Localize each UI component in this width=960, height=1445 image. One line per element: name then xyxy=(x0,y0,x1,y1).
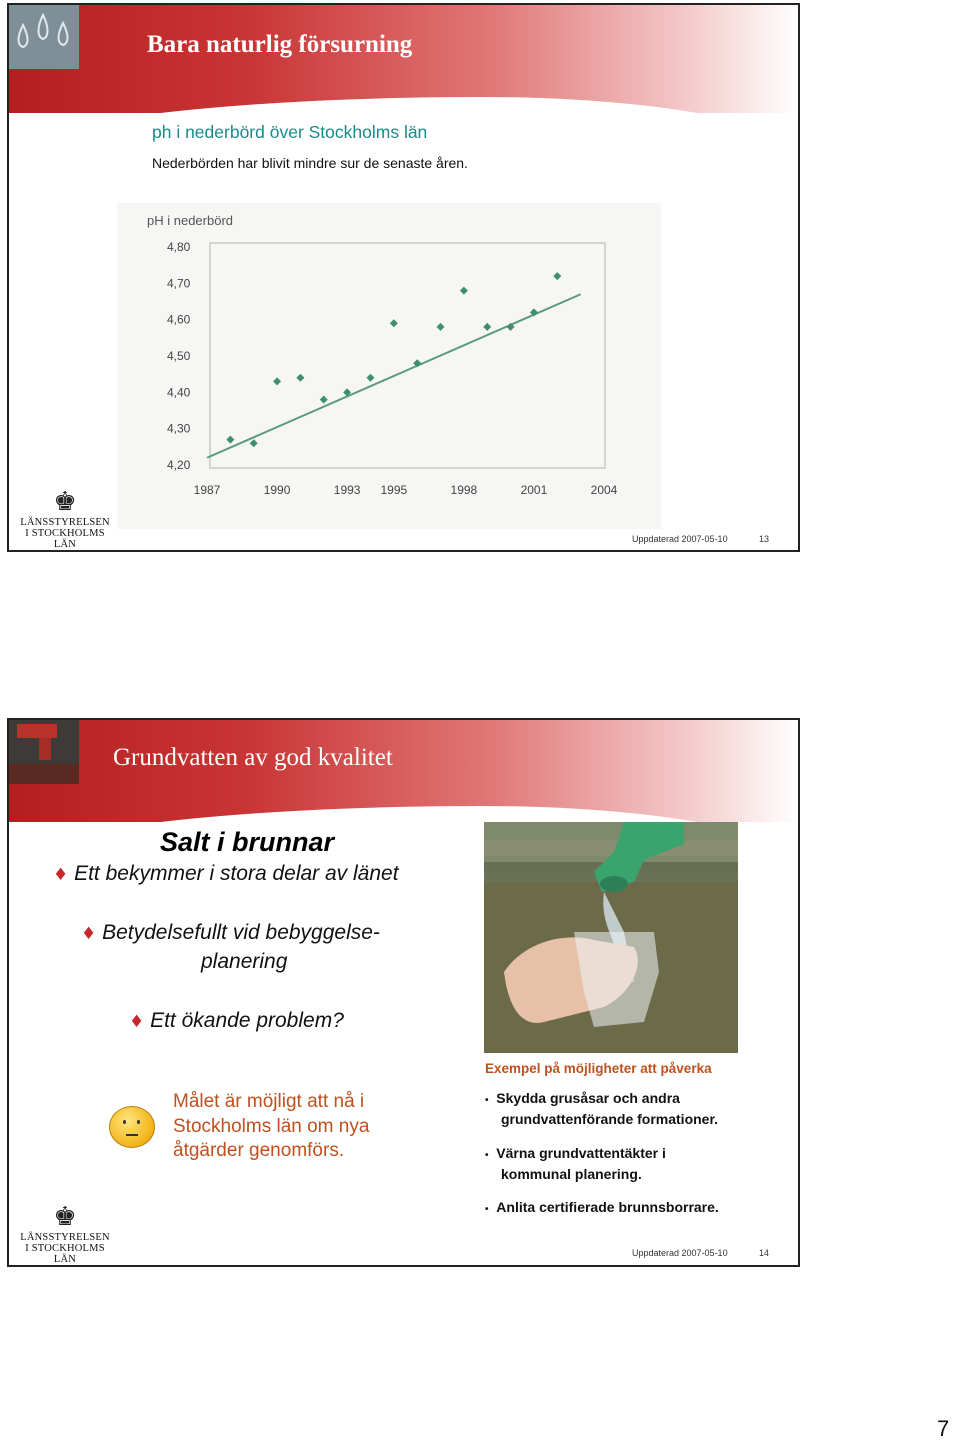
chart-subtext: Nederbörden har blivit mindre sur de senaste åren. xyxy=(152,155,468,171)
y-tick-label: 4,70 xyxy=(167,276,191,291)
diamond-bullet-icon: ♦ xyxy=(129,1012,145,1032)
lansstyrelsen-logo xyxy=(17,1202,113,1265)
logo-line2: I STOCKHOLMS LÄN xyxy=(25,528,105,550)
example-1-line1: Skydda grusåsar och andra xyxy=(496,1090,680,1106)
data-point xyxy=(553,272,561,280)
bullet-3 xyxy=(129,1009,344,1033)
bullet-2-text: Betydelsefullt vid bebyggelse- xyxy=(102,921,380,944)
example-1-line2: grundvattenförande formationer. xyxy=(501,1111,719,1127)
slide-number: 13 xyxy=(759,534,770,544)
tap-image xyxy=(9,720,79,784)
slide-14 xyxy=(7,718,800,1267)
footer-date: Uppdaterad 2007-05-10 xyxy=(632,534,728,544)
bullet-3-text: Ett ökande problem? xyxy=(150,1009,344,1032)
crown-coat-of-arms-icon: ♚ xyxy=(53,1202,77,1232)
data-point xyxy=(483,323,491,331)
bullet-2 xyxy=(81,921,380,945)
logo-line2: I STOCKHOLMS LÄN xyxy=(25,1243,105,1265)
goal-line-3: åtgärder genomförs. xyxy=(173,1140,345,1161)
y-tick-label: 4,30 xyxy=(167,421,191,436)
example-3-line1: Anlita certifierade brunnsborrare. xyxy=(496,1199,719,1215)
logo-line1: LÄNSSTYRELSEN xyxy=(20,517,110,528)
x-tick-label: 1998 xyxy=(450,483,478,497)
lansstyrelsen-logo xyxy=(17,487,113,550)
x-tick-label: 1987 xyxy=(193,483,221,497)
slide-title: Grundvatten av god kvalitet xyxy=(113,744,393,771)
neutral-face-icon xyxy=(109,1106,155,1148)
data-point xyxy=(366,374,374,382)
diamond-bullet-icon: ♦ xyxy=(81,924,97,944)
ph-chart-svg xyxy=(117,203,661,529)
bullet-1-text: Ett bekymmer i stora delar av länet xyxy=(74,862,399,885)
data-point xyxy=(226,436,234,444)
example-2 xyxy=(485,1144,666,1183)
data-point xyxy=(273,377,281,385)
title-banner xyxy=(9,5,798,113)
plot-frame xyxy=(210,243,605,468)
crown-coat-of-arms-icon: ♚ xyxy=(53,487,77,517)
example-3 xyxy=(485,1198,719,1219)
water-tap-hand-photo xyxy=(484,822,738,1053)
y-tick-label: 4,80 xyxy=(167,240,191,254)
x-tick-label: 1993 xyxy=(333,483,361,497)
slide-title: Bara naturlig försurning xyxy=(147,31,413,58)
data-point xyxy=(390,319,398,327)
bullet-1 xyxy=(53,862,399,886)
example-2-line2: kommunal planering. xyxy=(501,1166,642,1182)
trend-line xyxy=(207,294,581,458)
bullet-dot-icon: • xyxy=(485,1150,489,1161)
slide-heading: Salt i brunnar xyxy=(160,827,335,857)
bullet-2-continuation: planering xyxy=(201,950,288,973)
data-point xyxy=(320,396,328,404)
ph-chart xyxy=(117,203,661,529)
x-tick-label: 1990 xyxy=(263,483,291,497)
diamond-bullet-icon: ♦ xyxy=(53,865,69,885)
y-tick-label: 4,20 xyxy=(167,458,191,472)
data-point xyxy=(460,287,468,295)
goal-line-1: Målet är möjligt att nå i xyxy=(173,1091,365,1112)
footer-date: Uppdaterad 2007-05-10 xyxy=(632,1248,728,1258)
bullet-dot-icon: • xyxy=(485,1204,489,1215)
document-page-number: 7 xyxy=(937,1416,950,1441)
chart-title: pH i nederbörd xyxy=(147,213,233,228)
chart-heading: ph i nederbörd över Stockholms län xyxy=(152,122,428,142)
y-tick-label: 4,50 xyxy=(167,349,191,363)
x-tick-label: 2004 xyxy=(590,483,618,497)
y-tick-label: 4,40 xyxy=(167,385,191,400)
bullet-dot-icon: • xyxy=(485,1095,489,1106)
goal-line-2: Stockholms län om nya xyxy=(173,1115,370,1137)
examples-heading: Exempel på möjligheter att påverka xyxy=(485,1061,712,1076)
example-1 xyxy=(485,1089,718,1128)
data-point xyxy=(296,374,304,382)
goal-text xyxy=(173,1090,369,1164)
example-2-line1: Värna grundvattentäkter i xyxy=(496,1145,666,1161)
raindrops-image xyxy=(9,5,79,69)
y-tick-label: 4,60 xyxy=(167,312,191,327)
logo-line1: LÄNSSTYRELSEN xyxy=(20,1232,110,1243)
slide-13 xyxy=(7,3,800,552)
x-tick-label: 2001 xyxy=(520,483,548,497)
data-point xyxy=(437,323,445,331)
x-tick-label: 1995 xyxy=(380,483,408,497)
slide-number: 14 xyxy=(759,1248,770,1258)
data-point xyxy=(250,439,258,447)
